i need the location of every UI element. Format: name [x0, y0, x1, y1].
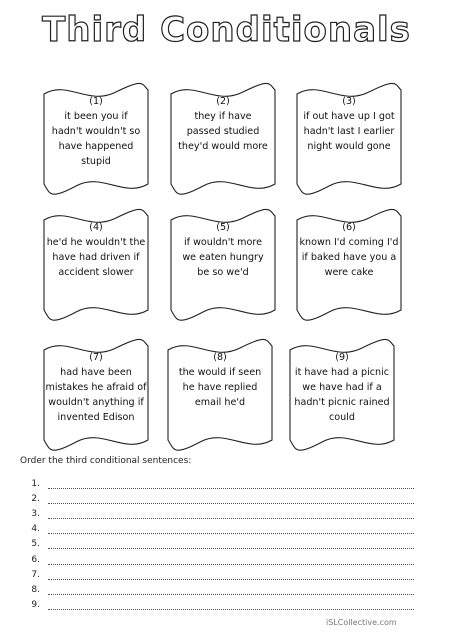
card-line: the would if seen [178, 367, 262, 378]
card-line: mistakes he afraid of [45, 382, 147, 393]
scramble-card-6 [291, 206, 407, 324]
card-line: have had driven if [52, 252, 140, 263]
site-watermark: iSLCollective.com [326, 618, 397, 627]
answer-number: 1. [31, 479, 40, 490]
card-line: be so we'd [197, 267, 249, 278]
card-number: (1) [89, 96, 103, 107]
answer-blank[interactable] [48, 601, 414, 610]
instruction-text: Order the third conditional sentences: [20, 456, 192, 466]
card-line: stupid [81, 156, 111, 167]
page-title: Third Conditionals [42, 10, 411, 50]
answer-blank[interactable] [48, 480, 414, 489]
answer-blank[interactable] [48, 556, 414, 565]
card-line: had have been [60, 367, 132, 378]
answer-blank[interactable] [48, 540, 414, 549]
card-line: they'd would more [178, 141, 268, 152]
answer-row[interactable] [24, 534, 414, 549]
answer-row[interactable] [24, 580, 414, 595]
answer-lines [24, 474, 414, 610]
card-line: known I'd coming I'd [299, 237, 399, 248]
scramble-card-9 [284, 336, 400, 454]
answer-number: 5. [31, 539, 40, 550]
answer-blank[interactable] [48, 510, 414, 519]
card-line: if out have up I got [303, 111, 395, 122]
scramble-card-2 [165, 80, 281, 198]
card-line: accident slower [58, 267, 134, 278]
card-line: if baked have you a [301, 252, 397, 263]
card-line: email he'd [194, 397, 246, 408]
card-number: (2) [216, 96, 230, 107]
scramble-card-5 [165, 206, 281, 324]
card-number: (3) [342, 96, 356, 107]
answer-number: 9. [31, 599, 40, 610]
card-line: passed studied [186, 126, 260, 137]
card-line: have happened [58, 141, 134, 152]
card-line: were cake [324, 267, 374, 278]
card-line: hadn't last I earlier [303, 126, 395, 137]
card-number: (4) [89, 222, 103, 233]
card-line: hadn't wouldn't so [51, 126, 141, 137]
answer-blank[interactable] [48, 571, 414, 580]
card-number: (9) [335, 352, 349, 363]
answer-number: 7. [31, 569, 40, 580]
card-line: hadn't picnic rained [294, 397, 390, 408]
card-line: it been you if [64, 111, 128, 122]
answer-number: 8. [31, 584, 40, 595]
card-line: they if have [194, 111, 252, 122]
card-line: it have had a picnic [294, 367, 390, 378]
answer-number: 2. [31, 494, 40, 505]
card-number: (5) [216, 222, 230, 233]
scramble-card-4 [38, 206, 154, 324]
scramble-card-8 [162, 336, 278, 454]
card-number: (6) [342, 222, 356, 233]
scramble-card-7 [38, 336, 154, 454]
answer-row[interactable] [24, 519, 414, 534]
card-line: wouldn't anything if [48, 397, 144, 408]
card-line: we have had if a [302, 382, 382, 393]
card-number: (7) [89, 352, 103, 363]
scramble-card-1 [38, 80, 154, 198]
answer-row[interactable] [24, 549, 414, 564]
answer-blank[interactable] [48, 586, 414, 595]
card-line: he have replied [182, 382, 258, 393]
answer-blank[interactable] [48, 525, 414, 534]
card-line: if wouldn't more [183, 237, 263, 248]
card-number: (8) [213, 352, 227, 363]
answer-number: 6. [31, 554, 40, 565]
card-line: invented Edison [57, 412, 135, 423]
answer-number: 4. [31, 524, 40, 535]
answer-row[interactable] [24, 489, 414, 504]
answer-blank[interactable] [48, 495, 414, 504]
answer-row[interactable] [24, 595, 414, 610]
answer-row[interactable] [24, 504, 414, 519]
answer-number: 3. [31, 509, 40, 520]
card-line: we eaten hungry [182, 252, 264, 263]
answer-row[interactable] [24, 474, 414, 489]
card-line: he'd he wouldn't the [46, 237, 146, 248]
answer-row[interactable] [24, 565, 414, 580]
card-line: could [329, 412, 355, 423]
card-line: night would gone [307, 141, 391, 152]
scramble-card-3 [291, 80, 407, 198]
